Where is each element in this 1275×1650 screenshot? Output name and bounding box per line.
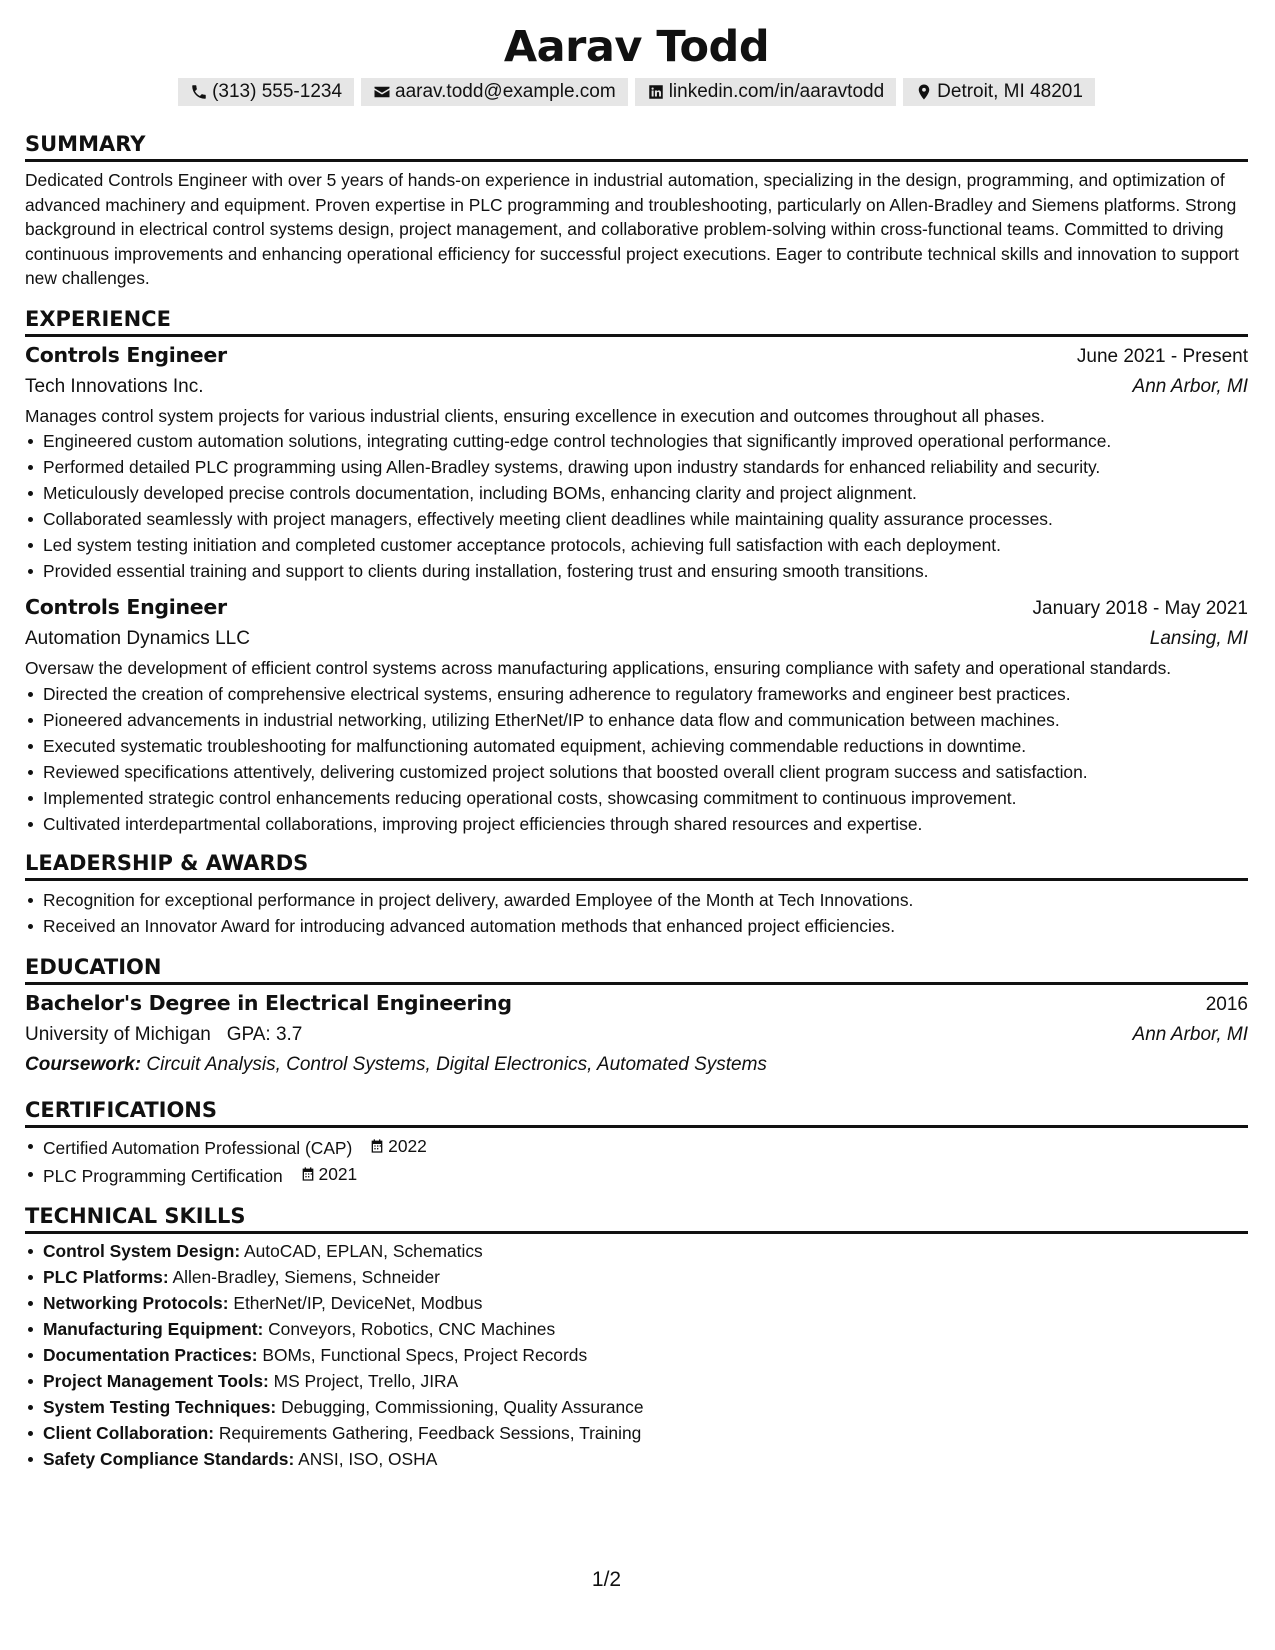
skill-category: Control System Design:: [43, 1240, 241, 1261]
certifications-list: [25, 1133, 1248, 1189]
skill-category: Documentation Practices:: [43, 1344, 258, 1365]
list-item: [43, 1316, 1248, 1342]
job-location: Lansing, MI: [1149, 628, 1248, 649]
list-item: [43, 1420, 1248, 1446]
leadership-heading: LEADERSHIP & AWARDS: [25, 849, 1248, 881]
school-line: [25, 1020, 302, 1050]
job-title: Controls Engineer: [25, 342, 227, 367]
degree-title: Bachelor's Degree in Electrical Engineering: [25, 990, 512, 1015]
job-entry: [25, 592, 1248, 837]
contact-phone[interactable]: [178, 78, 354, 106]
coursework-line: [25, 1050, 1248, 1080]
list-item: [43, 1238, 1248, 1264]
calendar-icon: [369, 1138, 385, 1154]
certification-name: Certified Automation Professional (CAP): [43, 1137, 353, 1158]
graduation-year: 2016: [1205, 993, 1248, 1015]
job-summary: Manages control system projects for various industrial clients, ensuring excellence in execution and outcomes throughout all phases.: [25, 405, 1045, 426]
job-entry: [25, 340, 1248, 585]
job-company: Automation Dynamics LLC: [25, 628, 250, 649]
skill-category: Project Management Tools:: [43, 1370, 269, 1391]
school-gpa: GPA: 3.7: [226, 1023, 303, 1045]
skill-values: Allen-Bradley, Siemens, Schneider: [172, 1266, 440, 1287]
certifications-heading: CERTIFICATIONS: [25, 1096, 1248, 1128]
education-section: [25, 953, 1248, 1080]
experience-heading: EXPERIENCE: [25, 305, 1248, 337]
school-location: Ann Arbor, MI: [1132, 1023, 1248, 1045]
certification-year: 2021: [318, 1163, 358, 1184]
job-bullets: [25, 681, 1248, 837]
contact-email[interactable]: [361, 78, 628, 106]
job-location: Ann Arbor, MI: [1132, 375, 1248, 397]
page-number: 1/2: [591, 1568, 622, 1591]
skill-values: EtherNet/IP, DeviceNet, Modbus: [233, 1292, 483, 1313]
contact-location: [903, 78, 1095, 106]
skill-values: Debugging, Commissioning, Quality Assurance: [281, 1396, 644, 1417]
leadership-list: [25, 887, 1248, 939]
experience-section: [25, 305, 1248, 837]
job-summary: Oversaw the development of efficient control systems across manufacturing applications, ensuring compliance with safety and operational standards.: [25, 658, 1172, 678]
contact-email-text: aarav.todd@example.com: [395, 81, 616, 102]
job-bullets: [25, 428, 1248, 584]
coursework-list: Circuit Analysis, Control Systems, Digital Electronics, Automated Systems: [146, 1053, 767, 1075]
job-dates: January 2018 - May 2021: [1032, 598, 1248, 619]
summary-heading: SUMMARY: [25, 130, 1248, 162]
list-item: [43, 1133, 1248, 1161]
skill-category: PLC Platforms:: [43, 1266, 169, 1287]
skill-values: BOMs, Functional Specs, Project Records: [262, 1344, 588, 1365]
envelope-icon: [373, 83, 391, 101]
certification-name: PLC Programming Certification: [43, 1165, 283, 1186]
list-item: [43, 1290, 1248, 1316]
skill-values: MS Project, Trello, JIRA: [273, 1370, 459, 1391]
linkedin-icon: [647, 83, 665, 101]
certifications-section: [25, 1096, 1248, 1189]
job-title: Controls Engineer: [25, 595, 227, 619]
certification-year: 2022: [388, 1135, 427, 1156]
skill-values: Requirements Gathering, Feedback Sessions, Training: [218, 1422, 642, 1443]
skills-section: [25, 1202, 1248, 1472]
contact-linkedin[interactable]: [635, 78, 896, 106]
list-item: [43, 1368, 1248, 1394]
certification-date: [300, 1161, 358, 1187]
list-item: Recognition for exceptional performance in project delivery, awarded Employee of the Month at Tech Innovations.: [43, 887, 1248, 913]
list-item: Collaborated seamlessly with project managers, effectively meeting client deadlines while maintaining quality assurance processes.: [43, 506, 1248, 532]
contact-location-text: Detroit, MI 48201: [937, 81, 1083, 102]
job-company: Tech Innovations Inc.: [25, 375, 204, 397]
list-item: [43, 1161, 1248, 1189]
list-item: [43, 1264, 1248, 1290]
contact-linkedin-text: linkedin.com/in/aaravtodd: [668, 81, 885, 102]
candidate-name: Aarav Todd: [503, 22, 770, 72]
list-item: Directed the creation of comprehensive electrical systems, ensuring adherence to regulatory frameworks and engineer best practices.: [43, 681, 1248, 707]
list-item: Received an Innovator Award for introducing advanced automation methods that enhanced project efficiencies.: [43, 913, 1248, 939]
summary-section: [25, 130, 1248, 291]
skill-category: Safety Compliance Standards:: [43, 1448, 295, 1469]
contact-bar: [25, 78, 1248, 106]
skill-category: Networking Protocols:: [43, 1292, 229, 1313]
list-item: Executed systematic troubleshooting for malfunctioning automated equipment, achieving commendable reductions in downtime.: [43, 733, 1248, 759]
list-item: [43, 1342, 1248, 1368]
skill-values: ANSI, ISO, OSHA: [298, 1448, 438, 1469]
list-item: Cultivated interdepartmental collaborations, improving project efficiencies through shared resources and expertise.: [43, 811, 1248, 837]
list-item: Provided essential training and support to clients during installation, fostering trust and ensuring smooth transitions.: [43, 558, 1248, 584]
coursework-label: Coursework:: [25, 1053, 142, 1075]
school-name: University of Michigan: [25, 1023, 211, 1045]
list-item: [43, 1446, 1248, 1472]
skills-list: [25, 1238, 1248, 1472]
education-heading: EDUCATION: [25, 953, 1248, 985]
list-item: Led system testing initiation and completed customer acceptance protocols, achieving full satisfaction with each deployment.: [43, 532, 1248, 558]
phone-icon: [190, 83, 208, 101]
map-marker-icon: [915, 83, 933, 101]
list-item: Performed detailed PLC programming using Allen-Bradley systems, drawing upon industry standards for enhanced reliability and security.: [43, 454, 1248, 480]
summary-text: Dedicated Controls Engineer with over 5 years of hands-on experience in industrial automation, specializing in the design, programming, and optimization of advanced machinery and equipment. Proven expertise in PLC programming and troubleshooting, particularly on Allen-Bradley and Siemens platforms. Strong background in electrical control systems design, project management, and collaborative problem-solving within cross-functional teams. Committed to driving continuous improvements and enhancing operational efficiency for successful project executions. Eager to contribute technical skills and innovation to support new challenges.: [25, 170, 1239, 288]
skill-values: AutoCAD, EPLAN, Schematics: [244, 1240, 483, 1261]
list-item: Meticulously developed precise controls documentation, including BOMs, enhancing clarity and project alignment.: [43, 480, 1248, 506]
skill-category: Client Collaboration:: [43, 1422, 215, 1443]
list-item: Reviewed specifications attentively, delivering customized project solutions that boosted overall client program success and satisfaction.: [43, 759, 1248, 785]
skill-values: Conveyors, Robotics, CNC Machines: [268, 1318, 556, 1339]
skill-category: Manufacturing Equipment:: [43, 1318, 264, 1339]
certification-date: [369, 1133, 427, 1159]
skills-heading: TECHNICAL SKILLS: [25, 1202, 1248, 1234]
list-item: [43, 1394, 1248, 1420]
skill-category: System Testing Techniques:: [43, 1396, 277, 1417]
resume-page: [25, 22, 1248, 1472]
leadership-section: [25, 849, 1248, 939]
calendar-icon: [300, 1166, 316, 1182]
list-item: Pioneered advancements in industrial networking, utilizing EtherNet/IP to enhance data flow and communication between machines.: [43, 707, 1248, 733]
job-dates: June 2021 - Present: [1076, 345, 1248, 367]
contact-phone-text: (313) 555-1234: [212, 81, 343, 102]
list-item: Engineered custom automation solutions, integrating cutting-edge control technologies that significantly improved operational performance.: [43, 428, 1248, 454]
list-item: Implemented strategic control enhancements reducing operational costs, showcasing commitment to continuous improvement.: [43, 785, 1248, 811]
